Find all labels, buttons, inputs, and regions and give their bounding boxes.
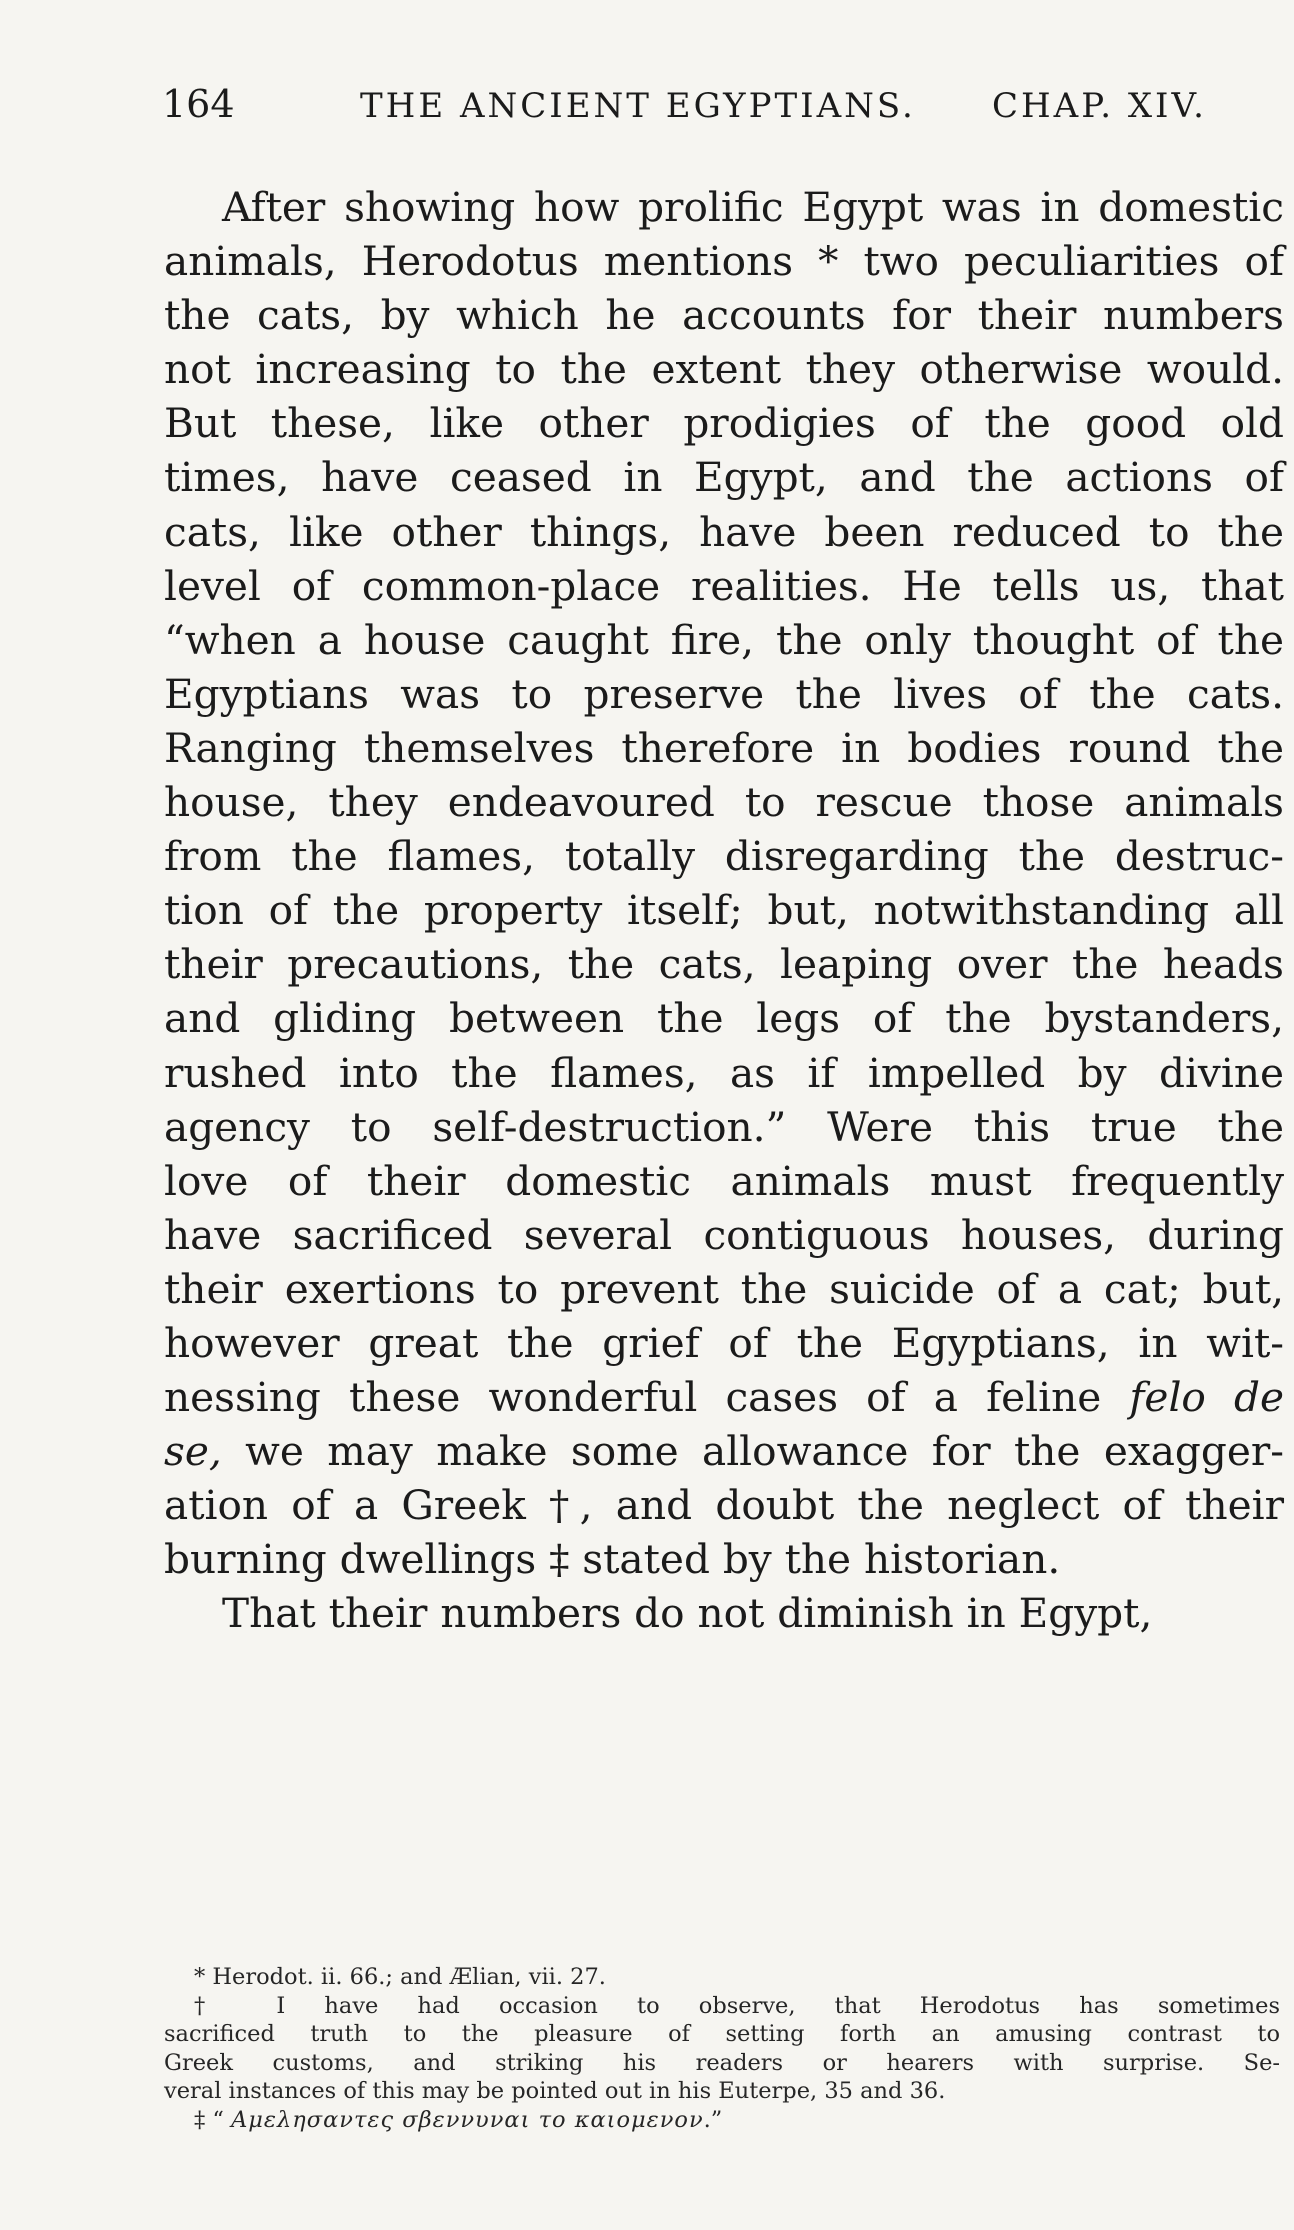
page-number: 164 [162, 82, 235, 126]
footnote-3-mark: ‡ “ [194, 2106, 224, 2133]
text-line: burning dwellings ‡ stated by the historian. [164, 1535, 1061, 1584]
footnote-1: * Herodot. ii. 66.; and Ælian, vii. 27. [194, 1964, 606, 1990]
footnote-2-line: Greek customs, and striking his readers or hearers with surprise. Se- [164, 2049, 1280, 2076]
text-line: tion of the property itself; but, notwithstanding all [164, 886, 1284, 935]
text-fragment: nessing these wonderful cases of a feline [164, 1373, 1130, 1422]
text-line: animals, Herodotus mentions * two peculiarities of [164, 237, 1284, 286]
running-head [162, 82, 1286, 132]
text-line: their exertions to prevent the suicide of a cat; but, [164, 1264, 1284, 1313]
footnote-3 [164, 2106, 1280, 2135]
running-title: THE ANCIENT EGYPTIANS. [360, 86, 916, 126]
body-text [164, 180, 1284, 1641]
text-line: from the flames, totally disregarding the destruc- [164, 832, 1284, 881]
text-line: and gliding between the legs of the bystanders, [164, 994, 1284, 1043]
text-line: times, have ceased in Egypt, and the actions of [164, 453, 1284, 502]
footnote-2-line: † I have had occasion to observe, that Herodotus has sometimes [194, 1992, 1280, 2019]
footnote-2-line: sacrificed truth to the pleasure of setting forth an amusing contrast to [164, 2021, 1280, 2048]
text-line: se, we may make some allowance for the exagger- [164, 1427, 1284, 1476]
text-line: have sacrificed several contiguous houses, during [164, 1210, 1284, 1259]
text-line: not increasing to the extent they otherwise would. [164, 345, 1284, 394]
text-line: ation of a Greek †, and doubt the neglect of their [164, 1481, 1284, 1530]
text-line: house, they endeavoured to rescue those animals [164, 778, 1284, 827]
text-line: their precautions, the cats, leaping over the heads [164, 940, 1284, 989]
text-line: level of common-place realities. He tells us, that [164, 561, 1284, 610]
text-line: Ranging themselves therefore in bodies round the [164, 723, 1284, 772]
text-line: love of their domestic animals must frequently [164, 1156, 1284, 1205]
italic-phrase: felo de [1129, 1373, 1284, 1422]
text-line [164, 1370, 1284, 1424]
footnote-2-line: veral instances of this may be pointed out in his Euterpe, 35 and 36. [164, 2078, 946, 2105]
text-line: however great the grief of the Egyptians, in wit- [164, 1318, 1284, 1367]
chapter-label: CHAP. XIV. [992, 86, 1207, 126]
text-line: But these, like other prodigies of the good old [164, 399, 1284, 448]
text-line: That their numbers do not diminish in Egypt, [222, 1589, 1153, 1638]
text-line: “when a house caught fire, the only thought of the [164, 615, 1284, 664]
text-line: After showing how prolific Egypt was in domestic [222, 183, 1284, 231]
text-line: the cats, by which he accounts for their numbers [164, 291, 1284, 340]
footnotes [164, 1963, 1280, 2135]
text-line: agency to self-destruction.” Were this true the [164, 1102, 1284, 1151]
footnote-3-close: .” [703, 2106, 723, 2133]
italic-phrase: se, [164, 1427, 222, 1476]
text-line: cats, like other things, have been reduced to the [164, 507, 1284, 556]
greek-quotation: Αμελησαντες σβεννυναι το καιομενον [231, 2106, 704, 2133]
text-line: Egyptians was to preserve the lives of the cats. [164, 669, 1284, 718]
text-line: rushed into the flames, as if impelled by divine [164, 1048, 1284, 1097]
